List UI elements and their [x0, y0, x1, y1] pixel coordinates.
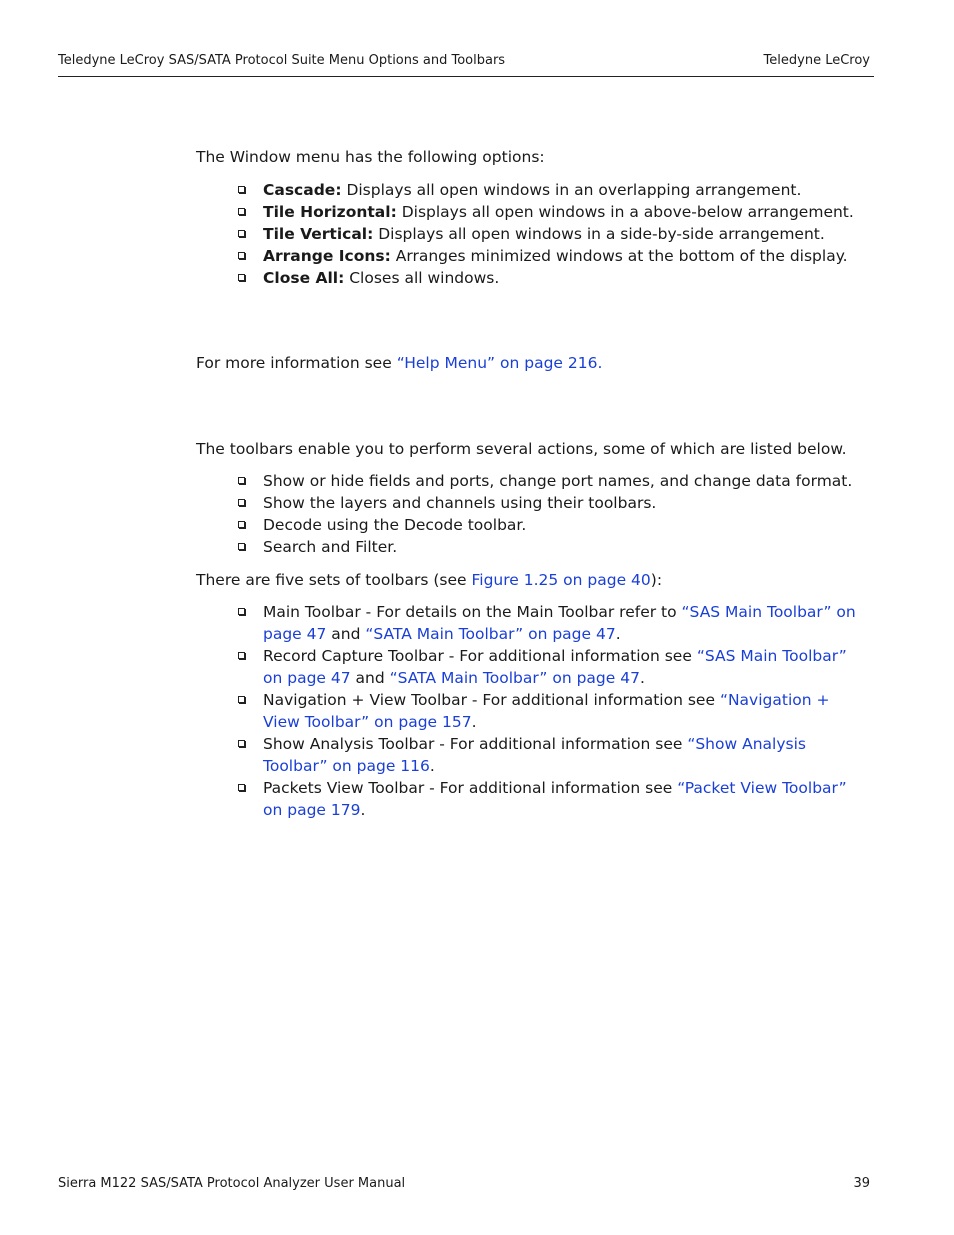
list-item [237, 470, 869, 492]
help-menu-link[interactable]: “Help Menu” on page 216. [396, 354, 603, 372]
checkbox-bullet-icon [238, 740, 245, 747]
list-item [237, 179, 869, 201]
action-text: Decode using the Decode toolbar. [263, 516, 527, 534]
checkbox-bullet-icon [238, 652, 245, 659]
checkbox-bullet-icon [238, 499, 245, 506]
help-text: For more information see [196, 354, 397, 372]
sas-main-toolbar-link[interactable]: “SAS Main Toolbar” on page 47 [263, 647, 847, 687]
checkbox-bullet-icon [238, 208, 245, 215]
show-analysis-toolbar-link[interactable]: “Show Analysis Toolbar” on page 116 [263, 735, 806, 775]
toolbar-sets-intro [196, 569, 876, 591]
set-mid: and [326, 625, 366, 643]
set-text: Main Toolbar - For details on the Main Toolbar refer to [263, 603, 682, 621]
footer-manual-title: Sierra M122 SAS/SATA Protocol Analyzer User Manual [58, 1176, 406, 1191]
window-menu-intro: The Window menu has the following options: [196, 148, 545, 166]
checkbox-bullet-icon [238, 186, 245, 193]
set-text: Packets View Toolbar - For additional information see [263, 779, 678, 797]
header-title: Teledyne LeCroy SAS/SATA Protocol Suite Menu Options and Toolbars [58, 53, 506, 68]
toolbar-actions-list [237, 470, 869, 558]
action-text: Show or hide fields and ports, change port names, and change data format. [263, 472, 853, 490]
option-desc: Displays all open windows in a above-below arrangement. [396, 203, 854, 221]
list-item [237, 492, 869, 514]
set-end: . [429, 757, 435, 775]
option-term: Close All: [263, 269, 345, 287]
header-company: Teledyne LeCroy [763, 53, 870, 68]
set-text: Show Analysis Toolbar - For additional information see [263, 735, 688, 753]
checkbox-bullet-icon [238, 252, 245, 259]
checkbox-bullet-icon [238, 696, 245, 703]
list-item [237, 601, 869, 645]
checkbox-bullet-icon [238, 521, 245, 528]
toolbars-intro: The toolbars enable you to perform several actions, some of which are listed below. [196, 440, 847, 458]
toolbar-sets-list [237, 601, 869, 821]
list-item [237, 514, 869, 536]
set-text: Navigation + View Toolbar - For additional information see [263, 691, 720, 709]
option-desc: Displays all open windows in an overlapping arrangement. [341, 181, 802, 199]
option-term: Cascade: [263, 181, 342, 199]
list-item [237, 733, 869, 777]
sets-text-after: ): [650, 571, 663, 589]
list-item [237, 223, 869, 245]
list-item [237, 689, 869, 733]
set-mid: and [350, 669, 390, 687]
set-text: Record Capture Toolbar - For additional information see [263, 647, 697, 665]
option-desc: Arranges minimized windows at the bottom of the display. [390, 247, 848, 265]
set-end: . [360, 801, 366, 819]
page-number: 39 [853, 1176, 870, 1191]
checkbox-bullet-icon [238, 784, 245, 791]
option-term: Tile Vertical: [263, 225, 374, 243]
action-text: Show the layers and channels using their toolbars. [263, 494, 657, 512]
list-item [237, 267, 869, 289]
page-header [58, 52, 874, 77]
sata-main-toolbar-link[interactable]: “SATA Main Toolbar” on page 47 [389, 669, 640, 687]
packet-view-toolbar-link[interactable]: “Packet View Toolbar” on page 179 [263, 779, 847, 819]
list-item [237, 645, 869, 689]
navigation-view-toolbar-link[interactable]: “Navigation + View Toolbar” on page 157 [263, 691, 830, 731]
checkbox-bullet-icon [238, 477, 245, 484]
sas-main-toolbar-link[interactable]: “SAS Main Toolbar” on page 47 [263, 603, 856, 643]
set-end: . [471, 713, 477, 731]
checkbox-bullet-icon [238, 543, 245, 550]
list-item [237, 245, 869, 267]
option-desc: Closes all windows. [344, 269, 500, 287]
sata-main-toolbar-link[interactable]: “SATA Main Toolbar” on page 47 [365, 625, 616, 643]
help-reference [196, 352, 876, 374]
set-end: . [639, 669, 645, 687]
figure-link[interactable]: Figure 1.25 on page 40 [471, 571, 651, 589]
option-desc: Displays all open windows in a side-by-side arrangement. [373, 225, 825, 243]
checkbox-bullet-icon [238, 608, 245, 615]
list-item [237, 777, 869, 821]
option-term: Tile Horizontal: [263, 203, 397, 221]
action-text: Search and Filter. [263, 538, 398, 556]
window-menu-options [237, 179, 869, 289]
set-end: . [615, 625, 621, 643]
sets-text-before: There are five sets of toolbars (see [196, 571, 472, 589]
list-item [237, 536, 869, 558]
list-item [237, 201, 869, 223]
option-term: Arrange Icons: [263, 247, 391, 265]
checkbox-bullet-icon [238, 230, 245, 237]
checkbox-bullet-icon [238, 274, 245, 281]
